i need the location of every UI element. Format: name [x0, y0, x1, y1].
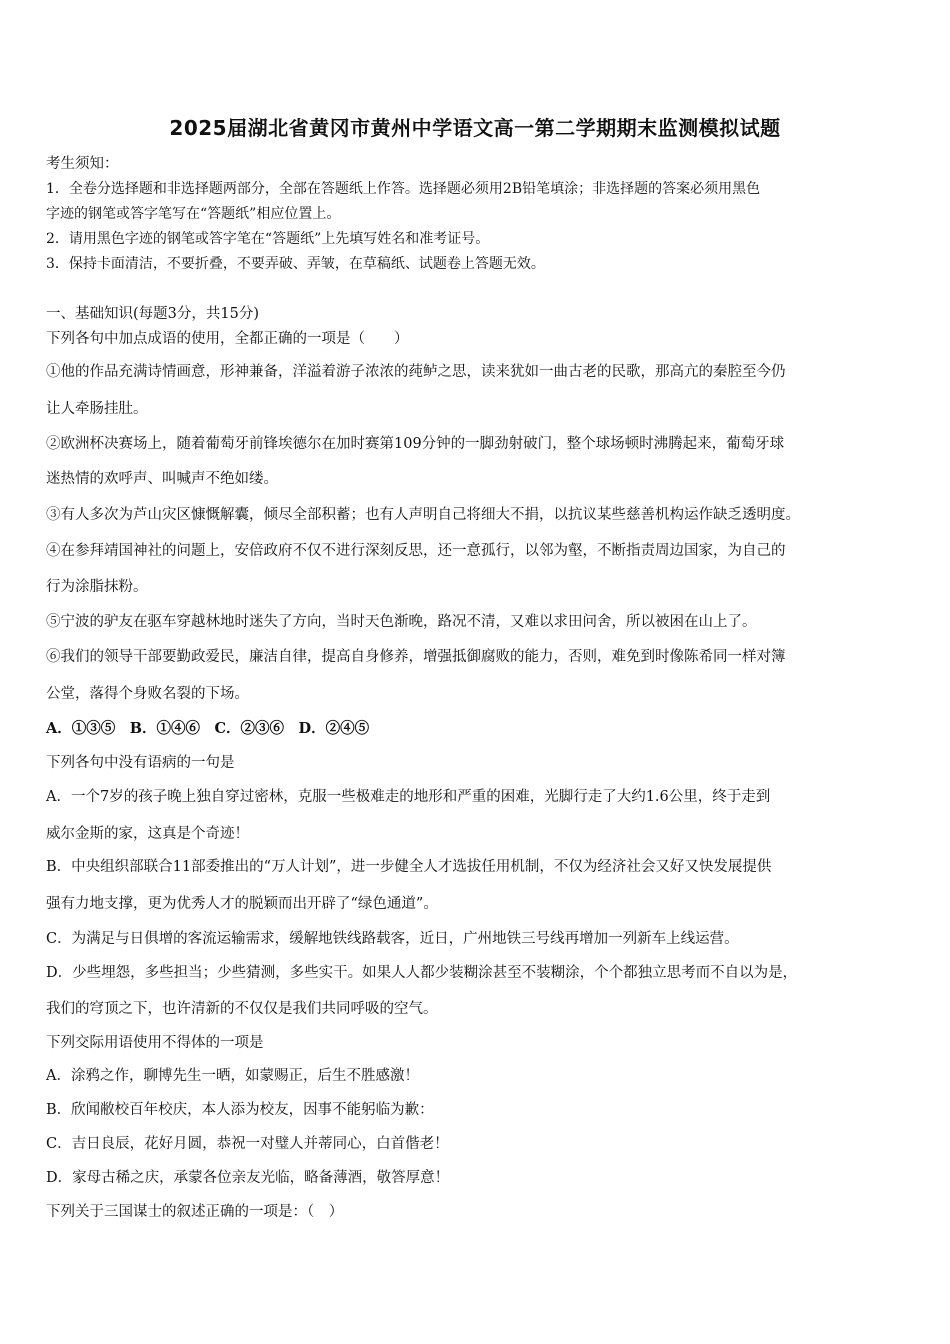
notice-item-3: 3．保持卡面清洁，不要折叠，不要弄破、弄皱，在草稿纸、试题卷上答题无效。	[46, 256, 545, 272]
question-1-options: A．①③⑤ B．①④⑥ C．②③⑥ D．②④⑤	[46, 720, 370, 737]
question-3-stem: 下列交际用语使用不得体的一项是	[46, 1035, 264, 1051]
question-2-option-b: B．中央组织部联合11部委推出的“万人计划”，进一步健全人才选拔任用机制，不仅为经济社会又好又快发展提供	[46, 859, 772, 875]
question-2-stem: 下列各句中没有语病的一句是	[46, 755, 235, 771]
question-2-option-d: D．少些埋怨，多些担当；少些猜测，多些实干。如果人人都少装糊涂甚至不装糊涂，个个都独立思考而不自以为是，	[46, 965, 798, 981]
question-1-line: 迷热情的欢呼声、叫喊声不绝如缕。	[46, 471, 278, 487]
question-2-option-b-cont: 强有力地支撑，更为优秀人才的脱颖而出开辟了“绿色通道”。	[46, 896, 438, 912]
question-1-stem: 下列各句中加点成语的使用，全都正确的一项是（ ）	[46, 331, 409, 347]
question-1-line: ③有人多次为芦山灾区慷慨解囊，倾尽全部积蓄；也有人声明自己将细大不捐，以抗议某些慈善机构运作缺乏透明度。	[46, 507, 800, 523]
page-title: 2025届湖北省黄冈市黄州中学语文高一第二学期期末监测模拟试题	[169, 116, 781, 140]
question-2-option-a: A．一个7岁的孩子晚上独自穿过密林，克服一些极难走的地形和严重的困难，光脚行走了大约1.6公里，终于走到	[46, 789, 771, 805]
question-4-stem: 下列关于三国谋士的叙述正确的一项是：（ ）	[46, 1204, 344, 1220]
notice-item-1: 1．全卷分选择题和非选择题两部分，全部在答题纸上作答。选择题必须用2B铅笔填涂；非选择题的答案必须用黑色	[46, 181, 761, 197]
question-3-option-b: B．欣闻敝校百年校庆，本人添为校友，因事不能躬临为歉：	[46, 1102, 434, 1118]
question-1-line: ④在参拜靖国神社的问题上，安倍政府不仅不进行深刻反思，还一意孤行，以邻为壑，不断指责周边国家，为自己的	[46, 543, 786, 559]
question-1-line: 让人牵肠挂肚。	[46, 401, 148, 417]
question-1-line: ①他的作品充满诗情画意，形神兼备，洋溢着游子浓浓的莼鲈之思，读来犹如一曲古老的民歌，那高亢的秦腔至今仍	[46, 364, 786, 380]
question-2-option-c: C．为满足与日俱增的客流运输需求，缓解地铁线路载客，近日，广州地铁三号线再增加一列新车上线运营。	[46, 931, 739, 947]
question-3-option-c: C．吉日良辰，花好月圆，恭祝一对璧人并蒂同心，白首偕老！	[46, 1136, 449, 1152]
question-1-line: 公堂，落得个身败名裂的下场。	[46, 686, 249, 702]
notice-item-1-cont: 字迹的钢笔或答字笔写在“答题纸”相应位置上。	[46, 206, 341, 222]
question-3-option-a: A．涂鸦之作，聊博先生一晒，如蒙赐正，后生不胜感激！	[46, 1068, 419, 1084]
notice-item-2: 2．请用黑色字迹的钢笔或答字笔在“答题纸”上先填写姓名和准考证号。	[46, 231, 490, 247]
question-1-line: ②欧洲杯决赛场上，随着葡萄牙前锋埃德尔在加时赛第109分钟的一脚劲射破门，整个球场顿时沸腾起来，葡萄牙球	[46, 436, 785, 452]
question-1-line: 行为涂脂抹粉。	[46, 579, 148, 595]
notice-heading: 考生须知：	[46, 156, 119, 172]
question-2-option-a-cont: 威尔金斯的家，这真是个奇迹！	[46, 826, 249, 842]
question-1-line: ⑤宁波的驴友在驱车穿越林地时迷失了方向，当时天色渐晚，路况不清，又难以求田问舍，所以被困在山上了。	[46, 614, 757, 630]
question-1-line: ⑥我们的领导干部要勤政爱民，廉洁自律，提高自身修养，增强抵御腐败的能力，否则，难免到时像陈希同一样对簿	[46, 649, 786, 665]
question-2-option-d-cont: 我们的穹顶之下，也许清新的不仅仅是我们共同呼吸的空气。	[46, 1001, 438, 1017]
question-3-option-d: D．家母古稀之庆，承蒙各位亲友光临，略备薄酒，敬答厚意！	[46, 1170, 450, 1186]
section-heading: 一、基础知识(每题3分，共15分)	[46, 306, 259, 322]
